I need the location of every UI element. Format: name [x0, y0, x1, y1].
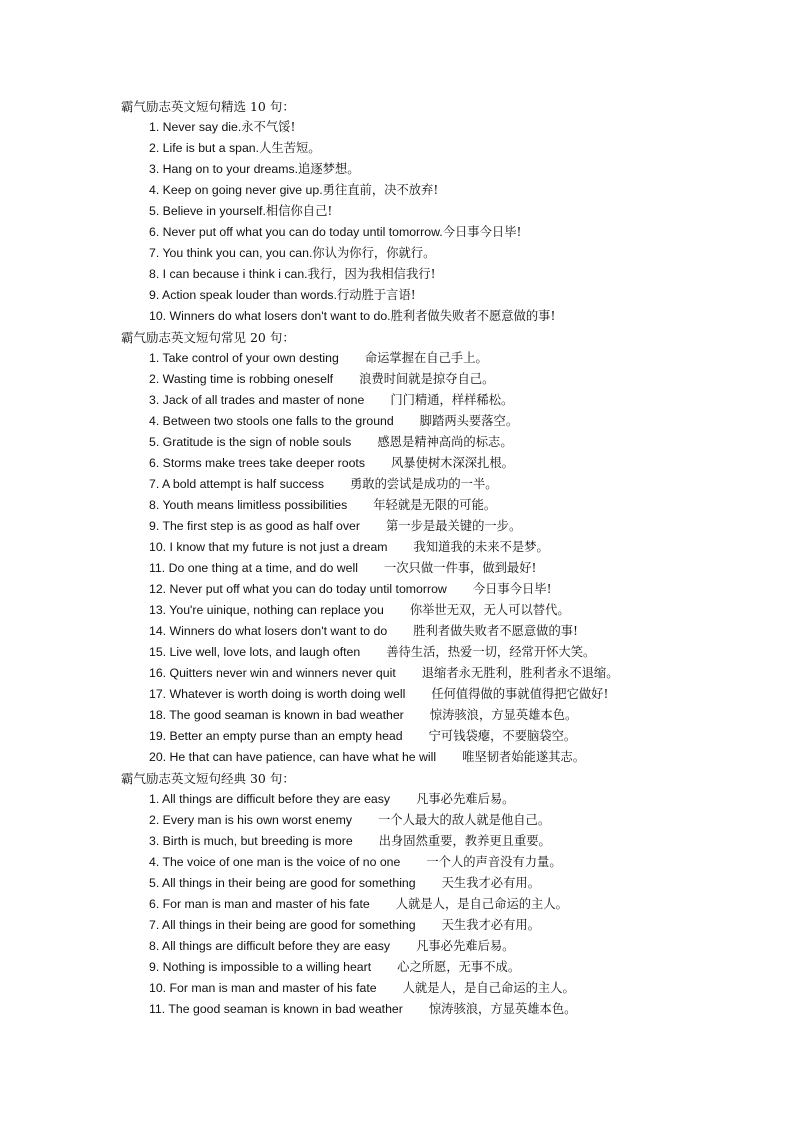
english-phrase: 11. Do one thing at a time, and do well [149, 561, 358, 575]
list-item [121, 705, 741, 726]
list-item [121, 348, 741, 369]
chinese-translation: 门门精通，样样稀松。 [390, 393, 514, 407]
chinese-translation: 脚踏两头要落空。 [419, 414, 519, 428]
list-item [121, 369, 741, 390]
list-item [121, 474, 741, 495]
chinese-translation: 胜利者做失败者不愿意做的事! [390, 309, 556, 323]
chinese-translation: 任何值得做的事就值得把它做好! [431, 687, 609, 701]
chinese-translation: 我行，因为我相信我行! [307, 267, 436, 281]
chinese-translation: 勇敢的尝试是成功的一半。 [349, 477, 498, 491]
list-item [121, 600, 741, 621]
chinese-translation: 永不气馁! [241, 120, 296, 134]
chinese-translation: 天生我才必有用。 [441, 876, 540, 890]
list-item [121, 873, 741, 894]
chinese-translation: 行动胜于言语! [336, 288, 416, 302]
list-item [121, 537, 741, 558]
english-phrase: 19. Better an empty purse than an empty head [149, 729, 403, 743]
chinese-translation: 人生苦短。 [259, 141, 321, 155]
list-item [121, 579, 741, 600]
chinese-translation: 第一步是最关键的一步。 [385, 519, 522, 533]
english-phrase: 5. Believe in yourself. [149, 204, 266, 218]
list-item [121, 957, 741, 978]
chinese-translation: 人就是人，是自己命运的主人。 [395, 897, 568, 911]
list-item [121, 117, 741, 138]
english-phrase: 1. All things are difficult before they are easy [149, 792, 391, 806]
english-phrase: 1. Never say die. [149, 120, 242, 134]
english-phrase: 9. Nothing is impossible to a willing heart [149, 960, 372, 974]
list-item [121, 138, 741, 159]
document-body [121, 96, 741, 1020]
english-phrase: 2. Every man is his own worst enemy [149, 813, 352, 827]
chinese-translation: 惊涛骇浪，方显英雄本色。 [429, 708, 578, 722]
chinese-translation: 凡事必先难后易。 [416, 939, 515, 953]
english-phrase: 16. Quitters never win and winners never quit [149, 666, 396, 680]
english-phrase: 10. Winners do what losers don't want to do. [149, 309, 391, 323]
english-phrase: 5. All things in their being are good for something [149, 876, 416, 890]
list-item [121, 852, 741, 873]
chinese-translation: 一个人最大的敌人就是他自己。 [377, 813, 551, 827]
list-item [121, 789, 741, 810]
chinese-translation: 年轻就是无限的可能。 [373, 498, 497, 512]
list-item [121, 999, 741, 1020]
chinese-translation: 勇往直前，决不放弃! [322, 183, 439, 197]
english-phrase: 4. Keep on going never give up. [149, 183, 323, 197]
list-item [121, 663, 741, 684]
english-phrase: 1. Take control of your own desting [149, 351, 339, 365]
section-heading-2: 霸气励志英文短句常见 20 句： [121, 330, 295, 345]
chinese-translation: 出身固然重要，教养更且重要。 [378, 834, 551, 848]
chinese-translation: 追逐梦想。 [298, 162, 360, 176]
chinese-translation: 善待生活，热爱一切，经常开怀大笑。 [386, 645, 596, 659]
chinese-translation: 一个人的声音没有力量。 [426, 855, 562, 869]
chinese-translation: 命运掌握在自己手上。 [364, 351, 488, 365]
english-phrase: 10. I know that my future is not just a dream [149, 540, 388, 554]
chinese-translation: 我知道我的未来不是梦。 [413, 540, 549, 554]
english-phrase: 6. Never put off what you can do today until tomorrow. [149, 225, 443, 239]
english-phrase: 5. Gratitude is the sign of noble souls [149, 435, 352, 449]
list-item [121, 453, 741, 474]
chinese-translation: 你认为你行，你就行。 [312, 246, 436, 260]
list-item [121, 915, 741, 936]
list-item [121, 201, 741, 222]
english-phrase: 7. A bold attempt is half success [149, 477, 324, 491]
english-phrase: 7. You think you can, you can. [149, 246, 313, 260]
chinese-translation: 风暴使树木深深扎根。 [390, 456, 514, 470]
list-item [121, 810, 741, 831]
chinese-translation: 相信你自己! [265, 204, 333, 218]
chinese-translation: 你举世无双，无人可以替代。 [409, 603, 570, 617]
english-phrase: 4. The voice of one man is the voice of no one [149, 855, 401, 869]
english-phrase: 20. He that can have patience, can have what he will [149, 750, 437, 764]
list-item [121, 684, 741, 705]
list-item [121, 978, 741, 999]
chinese-translation: 胜利者做失败者不愿意做的事! [413, 624, 578, 638]
list-item [121, 831, 741, 852]
english-phrase: 14. Winners do what losers don't want to do [149, 624, 388, 638]
list-item [121, 894, 741, 915]
english-phrase: 12. Never put off what you can do today until tomorrow [149, 582, 447, 596]
chinese-translation: 心之所愿，无事不成。 [397, 960, 521, 974]
list-item [121, 222, 741, 243]
list-item [121, 306, 741, 327]
english-phrase: 2. Life is but a span. [149, 141, 260, 155]
section-heading-1: 霸气励志英文短句精选 10 句： [121, 99, 295, 114]
english-phrase: 18. The good seaman is known in bad weather [149, 708, 404, 722]
list-item [121, 642, 741, 663]
list-item [121, 180, 741, 201]
chinese-translation: 惊涛骇浪，方显英雄本色。 [428, 1002, 577, 1016]
list-item [121, 495, 741, 516]
list-item [121, 285, 741, 306]
chinese-translation: 唯坚韧者始能遂其志。 [462, 750, 586, 764]
list-item [121, 558, 741, 579]
list-item [121, 432, 741, 453]
chinese-translation: 宁可钱袋瘪，不要脑袋空。 [428, 729, 577, 743]
english-phrase: 13. You're uinique, nothing can replace you [149, 603, 384, 617]
list-item [121, 159, 741, 180]
english-phrase: 6. Storms make trees take deeper roots [149, 456, 365, 470]
chinese-translation: 天生我才必有用。 [441, 918, 540, 932]
chinese-translation: 退缩者永无胜利，胜利者永不退缩。 [421, 666, 619, 680]
english-phrase: 3. Jack of all trades and master of none [149, 393, 365, 407]
list-item [121, 243, 741, 264]
chinese-translation: 今日事今日毕! [472, 582, 552, 596]
english-phrase: 6. For man is man and master of his fate [149, 897, 370, 911]
english-phrase: 17. Whatever is worth doing is worth doing well [149, 687, 406, 701]
chinese-translation: 人就是人，是自己命运的主人。 [402, 981, 575, 995]
chinese-translation: 浪费时间就是掠夺自己。 [359, 372, 495, 386]
list-item [121, 411, 741, 432]
english-phrase: 7. All things in their being are good for something [149, 918, 416, 932]
list-item [121, 726, 741, 747]
english-phrase: 8. All things are difficult before they are easy [149, 939, 391, 953]
list-item [121, 747, 741, 768]
chinese-translation: 凡事必先难后易。 [416, 792, 515, 806]
english-phrase: 9. The first step is as good as half over [149, 519, 360, 533]
english-phrase: 8. I can because i think i can. [149, 267, 308, 281]
english-phrase: 3. Hang on to your dreams. [149, 162, 299, 176]
chinese-translation: 一次只做一件事，做到最好! [383, 561, 537, 575]
english-phrase: 10. For man is man and master of his fate [149, 981, 377, 995]
chinese-translation: 今日事今日毕! [442, 225, 522, 239]
list-item [121, 936, 741, 957]
chinese-translation: 感恩是精神高尚的标志。 [377, 435, 513, 449]
list-item [121, 264, 741, 285]
english-phrase: 4. Between two stools one falls to the ground [149, 414, 394, 428]
section-heading-3: 霸气励志英文短句经典 30 句： [121, 771, 295, 786]
english-phrase: 11. The good seaman is known in bad weather [149, 1002, 403, 1016]
english-phrase: 3. Birth is much, but breeding is more [149, 834, 353, 848]
english-phrase: 8. Youth means limitless possibilities [149, 498, 348, 512]
list-item [121, 516, 741, 537]
list-item [121, 390, 741, 411]
english-phrase: 9. Action speak louder than words. [149, 288, 337, 302]
english-phrase: 2. Wasting time is robbing oneself [149, 372, 334, 386]
english-phrase: 15. Live well, love lots, and laugh often [149, 645, 361, 659]
list-item [121, 621, 741, 642]
